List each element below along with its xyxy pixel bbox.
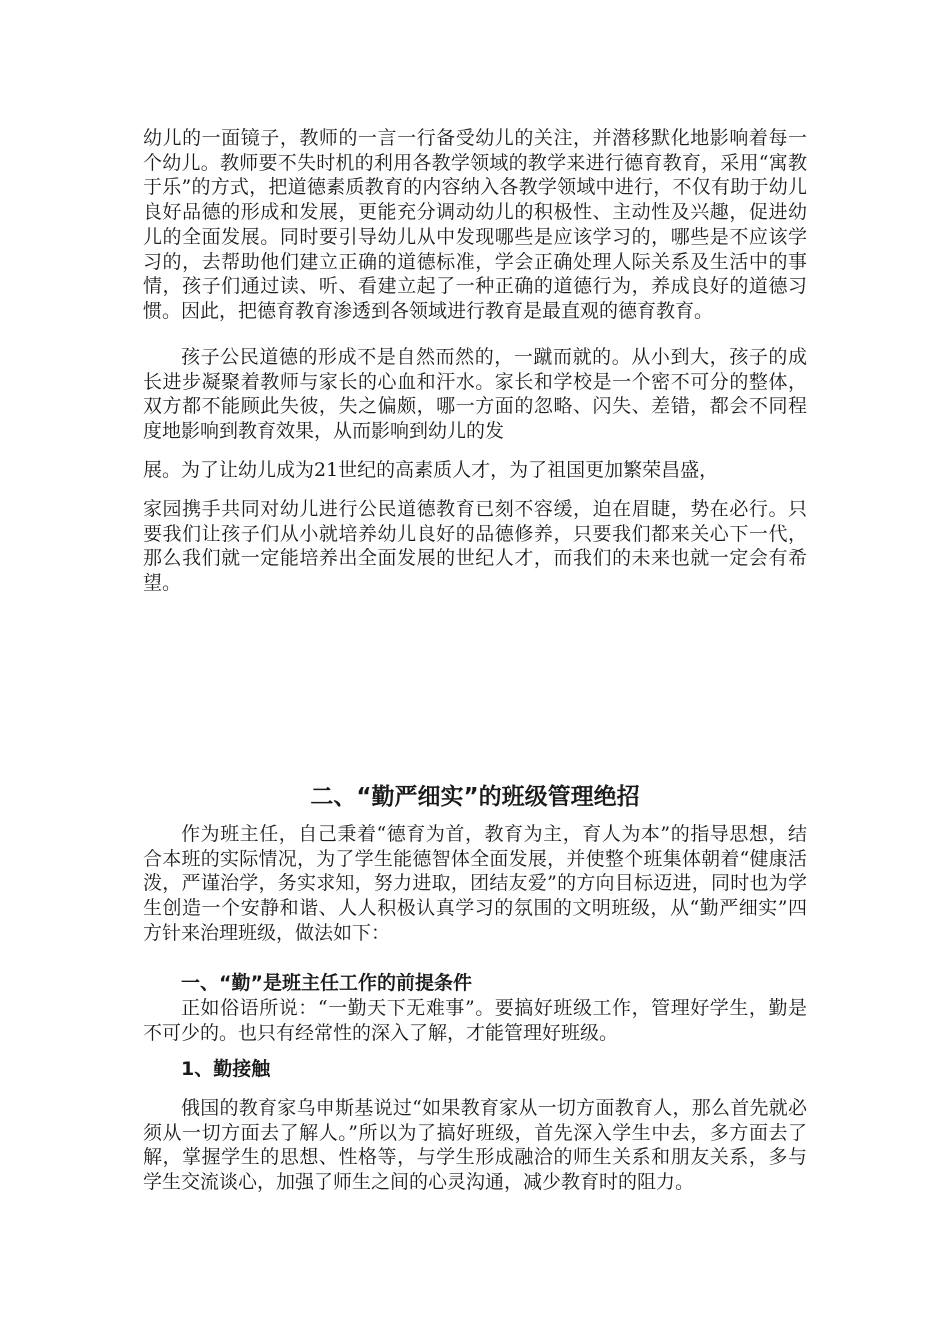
paragraph-moral-education: [143, 126, 807, 324]
paragraph-citizen-morality: [143, 345, 807, 444]
subheading-diligence: 一、“勤”是班主任工作的前提条件: [181, 972, 472, 994]
paragraph-text: 孩子公民道德的形成不是自然而然的，一蹴而就的。从小到大，孩子的成长进步凝聚着教师与家长的心血和汗水。家长和学校是一个密不可分的整体，双方都不能顾此失彼，失之偏颇，哪一方面的忽略、闪失、差错，都会不同程度地影响到教育效果，从而影响到幼儿的发: [143, 346, 807, 443]
paragraph-diligence: [143, 996, 807, 1045]
paragraph-text: 正如俗语所说：“一勤天下无难事”。要搞好班级工作，管理好学生，勤是不可少的。也只有经常性的深入了解，才能管理好班级。: [143, 997, 807, 1044]
paragraph-text: 展。为了让幼儿成为21世纪的高素质人才，为了祖国更加繁荣昌盛，: [143, 459, 719, 481]
paragraph-text: 俄国的教育家乌申斯基说过“如果教育家从一切方面教育人，那么首先就必须从一切方面去了解人。”所以为了搞好班级，首先深入学生中去，多方面去了解，掌握学生的思想、性格等，与学生形成融洽的师生关系和朋友关系，多与学生交流谈心，加强了师生之间的心灵沟通，减少教育时的阻力。: [143, 1097, 807, 1194]
paragraph-contact: [143, 1096, 807, 1195]
paragraph-citizen-morality-line: [143, 458, 807, 483]
paragraph-text: 作为班主任，自己秉着“德育为首，教育为主，育人为本”的指导思想，结合本班的实际情况，为了学生能德智体全面发展，并使整个班集体朝着“健康活泼，严谨治学，务实求知，努力进取，团结友爱”的方向目标迈进，同时也为学生创造一个安静和谐、人人积极认真学习的氛围的文明班级，从“勤严细实”四方针来治理班级，做法如下：: [143, 823, 807, 944]
paragraph-class-management: [143, 822, 807, 946]
paragraph-text: 幼儿的一面镜子，教师的一言一行备受幼儿的关注，并潜移默化地影响着每一个幼儿。教师要不失时机的利用各教学领域的教学来进行德育教育，采用“寓教于乐”的方式，把道德素质教育的内容纳入各教学领域中进行，不仅有助于幼儿良好品德的形成和发展，更能充分调动幼儿的积极性、主动性及兴趣，促进幼儿的全面发展。同时要引导幼儿从中发现哪些是应该学习的，哪些是不应该学习的，去帮助他们建立正确的道德标准，学会正确处理人际关系及生活中的事情，孩子们通过读、听、看建立起了一种正确的道德行为，养成良好的道德习惯。因此，把德育教育渗透到各领域进行教育是最直观的德育教育。: [143, 127, 807, 322]
paragraph-text: 家园携手共同对幼儿进行公民道德教育已刻不容缓，迫在眉睫，势在必行。只要我们让孩子们从小就培养幼儿良好的品德修养，只要我们都来关心下一代，那么我们就一定能培养出全面发展的世纪人才，而我们的未来也就一定会有希望。: [143, 498, 807, 595]
section-title: 二、“勤严细实”的班级管理绝招: [310, 784, 640, 810]
paragraph-citizen-morality-end: [143, 497, 807, 596]
subheading-contact: 1、勤接触: [181, 1058, 271, 1080]
